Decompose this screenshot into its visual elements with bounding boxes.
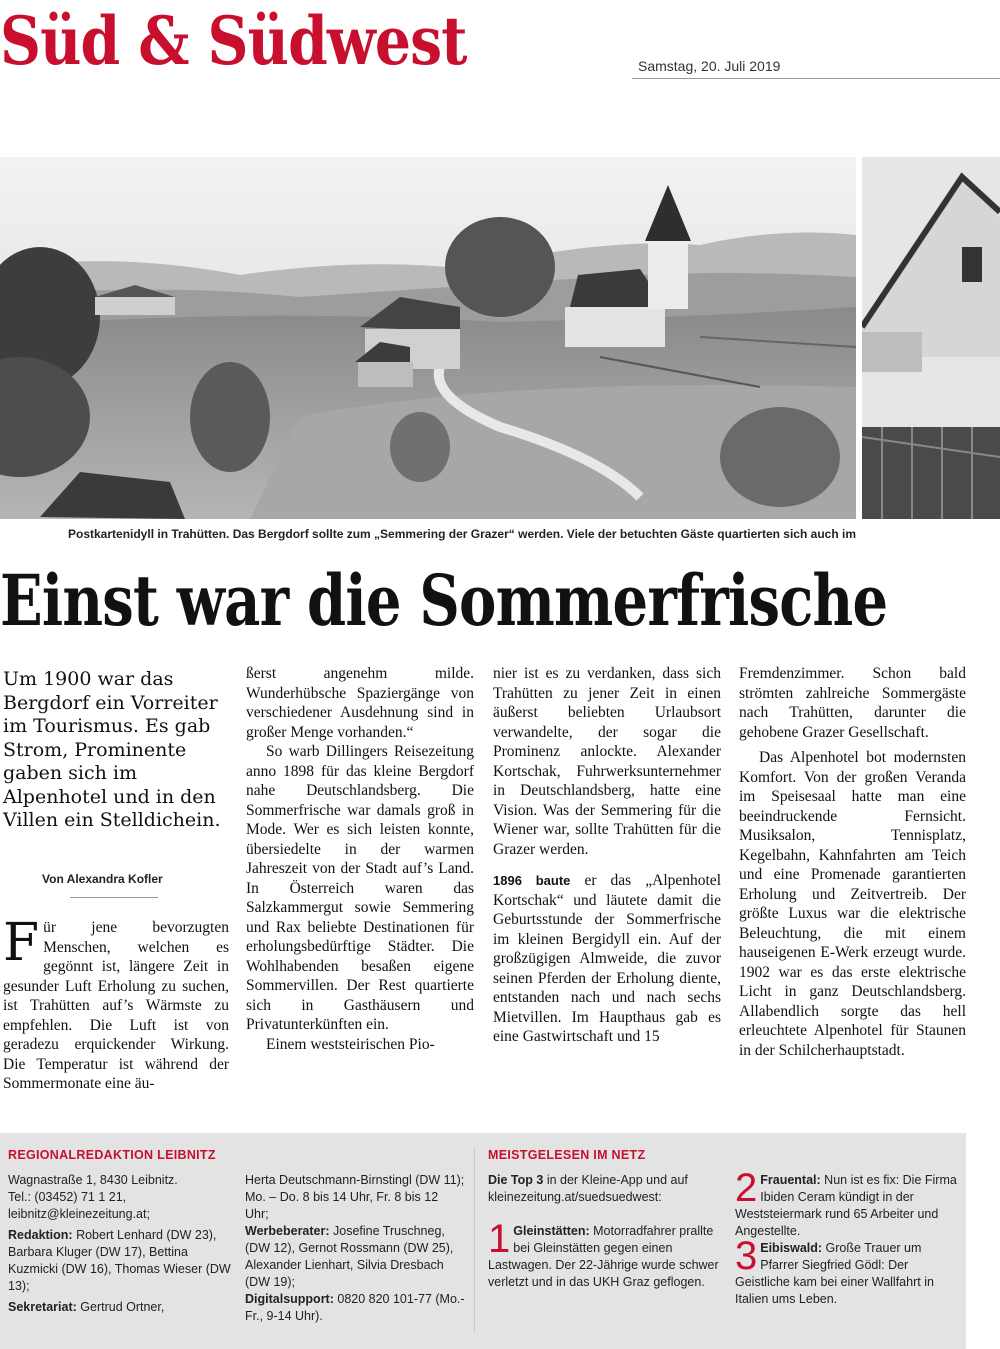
rank-number: 3 [735, 1234, 758, 1278]
house-photo [862, 157, 1000, 519]
digital-support [245, 1291, 465, 1325]
body-paragraph-3: Einem weststeirischen Pio- [266, 1035, 435, 1053]
top3-label: Die Top 3 [488, 1173, 544, 1187]
regional-office-heading: REGIONALREDAKTION LEIBNITZ [8, 1148, 216, 1162]
top3-intro [488, 1172, 720, 1206]
rank-number: 2 [735, 1166, 758, 1210]
editorial-label: Redaktion: [8, 1228, 73, 1242]
article-byline: Von Alexandra Kofler [42, 872, 163, 886]
advertising-names: Josefine Truschneg, (DW 12), Gernot Rossmann (DW 25), Alexander Lienhart, Silvia Dresbach (DW 19); [245, 1224, 454, 1289]
body-paragraph-5: Das Alpenhotel bot modernsten Komfort. Von der großen Veranda im Speisesaal hatte man eine beeindruckende Fernsicht. Musiksalon, Tennisplatz, Kegelbahn, Kahnfahrten am Teich und eine Promenade garantierten Erholung und Zeitvertreib. Der größte Luxus war die elektrische Beleuchtung, die mit einem hauseigenen E-Werk erzeugt wurde. 1902 war es das erste elektrische Licht in ganz Deutschlandsberg. Allabendlich sorgte das hell erleuchtete Alpenhotel für Staunen in der Schilcherhauptstadt. [739, 749, 966, 1059]
village-photo-illustration [0, 157, 856, 519]
paragraph-lead: 1896 baute [493, 873, 571, 888]
office-phone[interactable]: Tel.: (03452) 71 1 21, [8, 1190, 127, 1204]
item-place: Gleinstätten: [513, 1224, 590, 1238]
most-read-item-3[interactable] [735, 1234, 961, 1308]
advertising-staff [245, 1223, 465, 1291]
most-read-item-1[interactable] [488, 1217, 720, 1291]
rank-number: 1 [488, 1217, 511, 1261]
secretariat-hours: Herta Deutschmann-Birnstingl (DW 11); Mo. – Do. 8 bis 14 Uhr, Fr. 8 bis 12 Uhr; [245, 1173, 465, 1221]
item-text: Motorradfahrer prallte bei Gleinstätten gegen einen Lastwagen. Der 22-Jährige wurde schwer verletzt und in das UKH Graz geflogen. [488, 1224, 719, 1289]
issue-date: Samstag, 20. Juli 2019 [638, 58, 781, 74]
advertising-label: Werbeberater: [245, 1224, 330, 1238]
top3-text: in der Kleine-App und auf kleinezeitung.at/suedsuedwest: [488, 1173, 688, 1204]
item-text: Große Trauer um Pfarrer Siegfried Gödl: Der Geistliche kam bei einer Wallfahrt in Italien ums Leben. [735, 1241, 934, 1306]
article-headline: Einst war die Sommerfrische [0, 559, 888, 642]
body-paragraph-3-cont: nier ist es zu verdanken, dass sich Trahütten zu jener Zeit in einen äußerst beliebten Urlaubsort verwandelte, der sogar die Prominenz anlockte. Alexander Kortschak, Fuhrwerksunternehmer in Deutschlandsberg, hatte eine Vision. Was der Semmering für die Wiener war, sollte Trahütten für die Grazer werden. [493, 665, 721, 858]
body-column-2 [246, 664, 474, 1054]
body-paragraph-2: So warb Dillingers Reisezeitung anno 1898 für das kleine Bergdorf nahe Deutschlandsberg. Die Sommerfrische war damals groß in Mode. Wer es sich leisten konnte, übersiedelte in der warmen Jahreszeit von der Stadt auf’s Land. In Österreich waren das Salzkammergut sowie Semmering und Rax beliebte Destinationen für erholungsbedürftige Städter. Die Wohlhabenden besaßen eigene Sommervillen. Der Rest quartierte sich in Gasthäusern und Privatunterkünften ein. [246, 743, 474, 1033]
most-read-list-2 [735, 1166, 961, 1308]
body-column-4 [739, 664, 966, 1060]
article-intro: Um 1900 war das Bergdorf ein Vorreiter im Tourismus. Es gab Strom, Prominente gaben sich im Alpenhotel und in den Villen ein Stelldichein. [3, 668, 221, 831]
most-read-list-1 [488, 1172, 720, 1291]
body-column-3 [493, 664, 721, 1047]
secretariat-label: Sekretariat: [8, 1300, 77, 1314]
body-paragraph-4-cont: Fremdenzimmer. Schon bald strömten zahlreiche Sommergäste nach Trahütten, darunter die gehobene Grazer Gesellschaft. [739, 665, 966, 741]
body-paragraph-1-cont: ßerst angenehm milde. Wunderhübsche Spaziergänge von verschiedener Ausdehnung sind in großer Menge vorhanden.“ [246, 665, 474, 741]
body-paragraph-1: ür jene bevorzugten Menschen, welchen es gegönnt ist, längere Zeit in gesunder Luft Erholung zu suchen, ist Trahütten auf’s Wärmste zu empfehlen. Die Luft ist von geradezu erquickender Wirkung. Die Temperatur ist während der Sommermonate eine äu- [3, 919, 229, 1092]
most-read-heading: MEISTGELESEN IM NETZ [488, 1148, 646, 1162]
item-place: Eibiswald: [760, 1241, 823, 1255]
drop-cap: F [3, 913, 40, 973]
office-contact-2 [245, 1172, 465, 1325]
office-email[interactable]: leibnitz@kleinezeitung.at; [8, 1207, 150, 1221]
item-text: Nun ist es fix: Die Firma Ibiden Ceram kündigt in der Weststeiermark rund 65 Arbeiter und Angestellte. [735, 1173, 957, 1238]
date-rule [632, 78, 1000, 79]
house-photo-illustration [862, 157, 1000, 519]
secretariat [8, 1299, 234, 1316]
office-address: Wagnastraße 1, 8430 Leibnitz. [8, 1173, 178, 1187]
secretariat-name: Gertrud Ortner, [76, 1300, 165, 1314]
editorial-staff [8, 1227, 234, 1295]
digital-number: 0820 820 101-77 (Mo.- Fr., 9-14 Uhr). [245, 1292, 465, 1323]
office-contact [8, 1172, 234, 1316]
item-place: Frauental: [760, 1173, 821, 1187]
digital-label: Digitalsupport: [245, 1292, 334, 1306]
photo-caption: Postkartenidyll in Trahütten. Das Bergdorf sollte zum „Semmering der Grazer“ werden. Viele der betuchten Gäste quartierten sich auch im [68, 527, 856, 541]
footer-separator [474, 1148, 475, 1333]
village-photo [0, 157, 856, 519]
most-read-item-2[interactable] [735, 1166, 961, 1240]
body-column-1 [3, 913, 229, 1094]
editorial-names: Robert Lenhard (DW 23), Barbara Kluger (DW 17), Bettina Kuzmicki (DW 16), Thomas Wieser (DW 13); [8, 1228, 231, 1293]
byline-rule [70, 897, 158, 898]
body-paragraph-4: 1896 baute er das „Alpenhotel Kortschak“ und läutete damit die Geburtsstunde der Sommerfrische im kleinen Bergidyll ein. Auf der großzügigen Almweide, die zuvor seinen Pferden der Erholung diente, entstanden nach und nach sechs Mietvillen. Im Haupthaus gab es eine Gastwirtschaft und 15 [493, 872, 721, 1045]
masthead: Süd & Südwest [0, 2, 467, 80]
